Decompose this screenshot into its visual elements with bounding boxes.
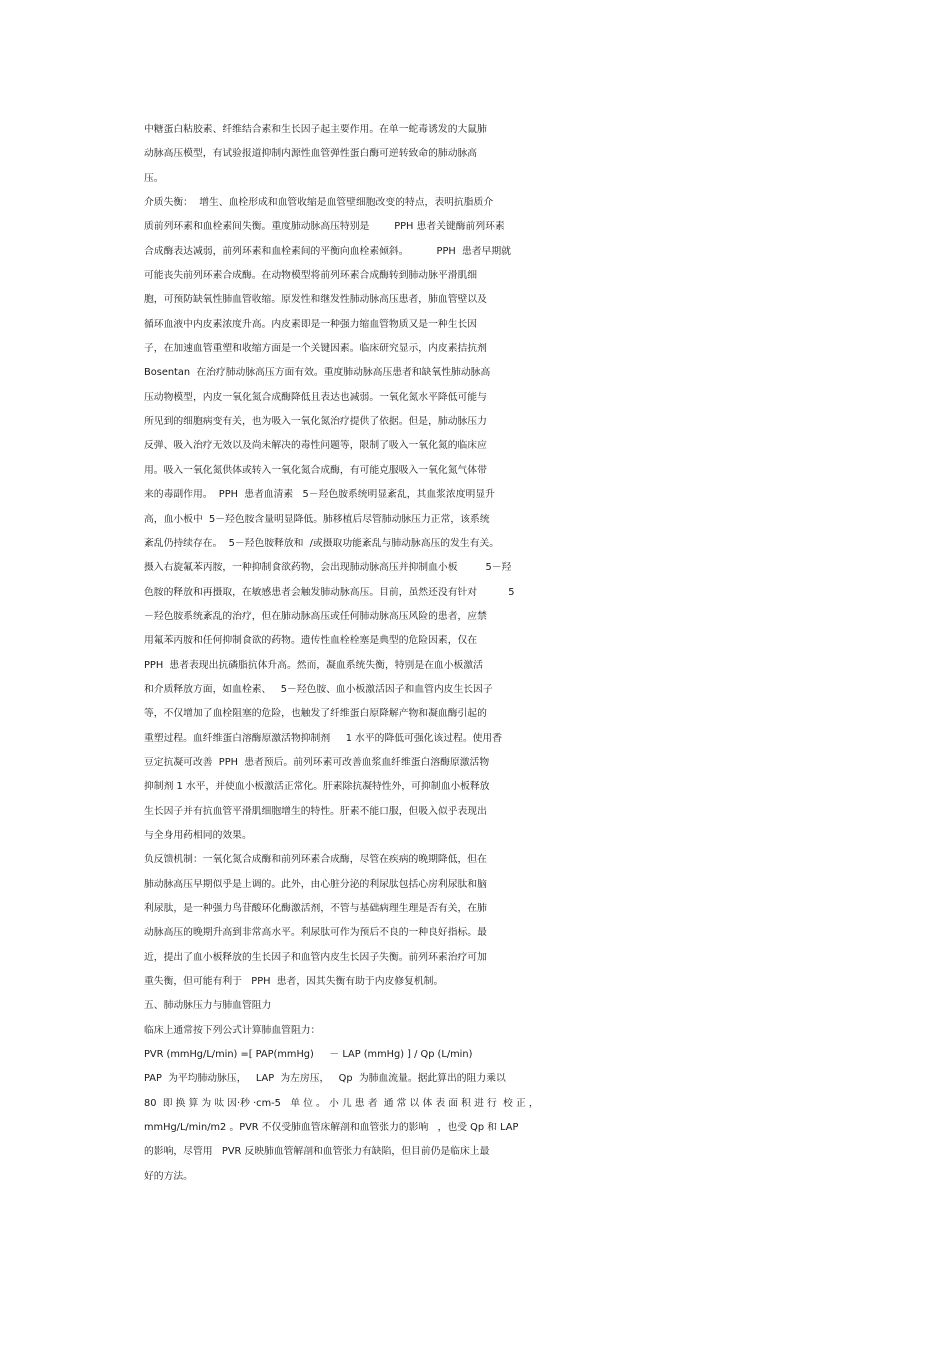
body-text bbox=[144, 118, 814, 1189]
text-line: 高，血小板中 5－羟色胺含量明显降低。肺移植后尽管肺动脉压力正常，该系统 bbox=[144, 513, 490, 525]
text-line: －羟色胺系统紊乱的治疗，但在肺动脉高压或任何肺动脉高压风险的患者，应禁 bbox=[144, 610, 487, 622]
text-line: 80 即 换 算 为 呔 因·秒 ·cm-5 单 位 。 小 儿 患 者 通 常 以 体 表 面 积 进 行 校 正 ， bbox=[144, 1097, 539, 1109]
text-line: mmHg/L/min/m2 。PVR 不仅受肺血管床解剖和血管张力的影响 ，也受 Qp 和 LAP bbox=[144, 1122, 519, 1134]
text-line: 介质失衡： 增生、血栓形成和血管收缩是血管壁细胞改变的特点，表明抗脂质介 bbox=[144, 197, 494, 209]
text-line: 好的方法。 bbox=[144, 1170, 193, 1182]
text-line: 合成酶表达减弱，前列环素和血栓素间的平衡向血栓素倾斜。 PPH 患者早期就 bbox=[144, 245, 511, 257]
text-line: PVR (mmHg/L/min) =[ PAP(mmHg) － LAP (mmHg) ] / Qp (L/min) bbox=[144, 1049, 473, 1061]
text-line: 生长因子并有抗血管平滑肌细胞增生的特性。肝素不能口服，但吸入似乎表现出 bbox=[144, 805, 487, 817]
text-line: 临床上通常按下列公式计算肺血管阻力： bbox=[144, 1024, 321, 1036]
text-line: 用。吸入一氧化氮供体或转入一氧化氮合成酶，有可能克服吸入一氧化氮气体带 bbox=[144, 464, 487, 476]
text-line: 压。 bbox=[144, 172, 164, 184]
text-line: 利尿肽，是一种强力鸟苷酸环化酶激活剂，不管与基础病理生理是否有关，在肺 bbox=[144, 903, 487, 914]
text-line: 摄入右旋氟苯丙胺，一种抑制食欲药物，会出现肺动脉高压并抑制血小板 5－羟 bbox=[144, 562, 512, 574]
text-line: 来的毒副作用。 PPH 患者血清素 5－羟色胺系统明显紊乱，其血浆浓度明显升 bbox=[144, 489, 495, 501]
text-line: 紊乱仍持续存在。 5－羟色胺释放和 /或摄取功能紊乱与肺动脉高压的发生有关。 bbox=[144, 537, 500, 549]
text-line: 负反馈机制：一氧化氮合成酶和前列环素合成酶，尽管在疾病的晚期降低，但在 bbox=[144, 854, 487, 866]
text-line: 动脉高压的晚期升高到非常高水平。利尿肽可作为预后不良的一种良好指标。最 bbox=[144, 927, 487, 939]
text-line: 循环血液中内皮素浓度升高。内皮素即是一种强力缩血管物质又是一种生长因 bbox=[144, 318, 478, 330]
text-line: 五、肺动脉压力与肺血管阻力 bbox=[144, 1000, 272, 1012]
text-line: 重失衡，但可能有利于 PPH 患者，因其失衡有助于内皮修复机制。 bbox=[144, 976, 444, 988]
text-line: PAP 为平均肺动脉压， LAP 为左房压， Qp 为肺血流量。据此算出的阻力乘以 bbox=[144, 1073, 506, 1085]
text-line: PPH 患者表现出抗磷脂抗体升高。然而，凝血系统失衡，特别是在血小板激活 bbox=[144, 659, 483, 671]
text-line: 压动物模型，内皮一氧化氮合成酶降低且表达也减弱。一氧化氮水平降低可能与 bbox=[144, 391, 487, 403]
text-line: 近，提出了血小板释放的生长因子和血管内皮生长因子失衡。前列环素治疗可加 bbox=[144, 951, 487, 963]
text-line: 中糖蛋白粘胶素、纤维结合素和生长因子起主要作用。在单一蛇毒诱发的大鼠肺 bbox=[144, 124, 487, 135]
text-line: 胞，可预防缺氧性肺血管收缩。原发性和继发性肺动脉高压患者，肺血管壁以及 bbox=[144, 294, 487, 306]
text-line: 色胺的释放和再摄取，在敏感患者会触发肺动脉高压。目前，虽然还没有针对 5 bbox=[144, 586, 515, 598]
text-line: 的影响，尽管用 PVR 反映肺血管解剖和血管张力有缺陷，但目前仍是临床上最 bbox=[144, 1146, 490, 1158]
text-line: 重塑过程。血纤维蛋白溶酶原激活物抑制剂 1 水平的降低可强化该过程。使用香 bbox=[144, 732, 503, 744]
text-line: 用氟苯丙胺和任何抑制食欲的药物。遗传性血栓栓塞是典型的危险因素，仅在 bbox=[144, 635, 478, 647]
text-line: 子，在加速血管重塑和收缩方面是一个关键因素。临床研究显示，内皮素拮抗剂 bbox=[144, 343, 487, 355]
text-line: 抑制剂 1 水平，并使血小板激活正常化。肝素除抗凝特性外，可抑制血小板释放 bbox=[144, 781, 490, 793]
text-line: Bosentan 在治疗肺动脉高压方面有效。重度肺动脉高压患者和缺氧性肺动脉高 bbox=[144, 367, 491, 379]
text-line: 等，不仅增加了血栓阻塞的危险，也触发了纤维蛋白原降解产物和凝血酶引起的 bbox=[144, 708, 487, 720]
text-line: 可能丧失前列环素合成酶。在动物模型将前列环素合成酶转到肺动脉平滑肌细 bbox=[144, 270, 478, 282]
text-line: 反弹、吸入治疗无效以及尚未解决的毒性问题等，限制了吸入一氧化氮的临床应 bbox=[144, 440, 487, 452]
text-line: 所见到的细胞病变有关，也为吸入一氧化氮治疗提供了依据。但是，肺动脉压力 bbox=[144, 416, 487, 428]
text-line: 动脉高压模型，有试验报道抑制内源性血管弹性蛋白酶可逆转致命的肺动脉高 bbox=[144, 148, 478, 160]
text-line: 豆定抗凝可改善 PPH 患者预后。前列环素可改善血浆血纤维蛋白溶酶原激活物 bbox=[144, 756, 490, 768]
text-line: 肺动脉高压早期似乎是上调的。此外，由心脏分泌的利尿肽包括心房利尿肽和脑 bbox=[144, 878, 487, 890]
text-line: 和介质释放方面，如血栓素、 5－羟色胺、血小板激活因子和血管内皮生长因子 bbox=[144, 683, 493, 695]
text-line: 与全身用药相同的效果。 bbox=[144, 829, 252, 841]
text-line: 质前列环素和血栓素间失衡。重度肺动脉高压特别是 PPH 患者关键酶前列环素 bbox=[144, 221, 505, 233]
